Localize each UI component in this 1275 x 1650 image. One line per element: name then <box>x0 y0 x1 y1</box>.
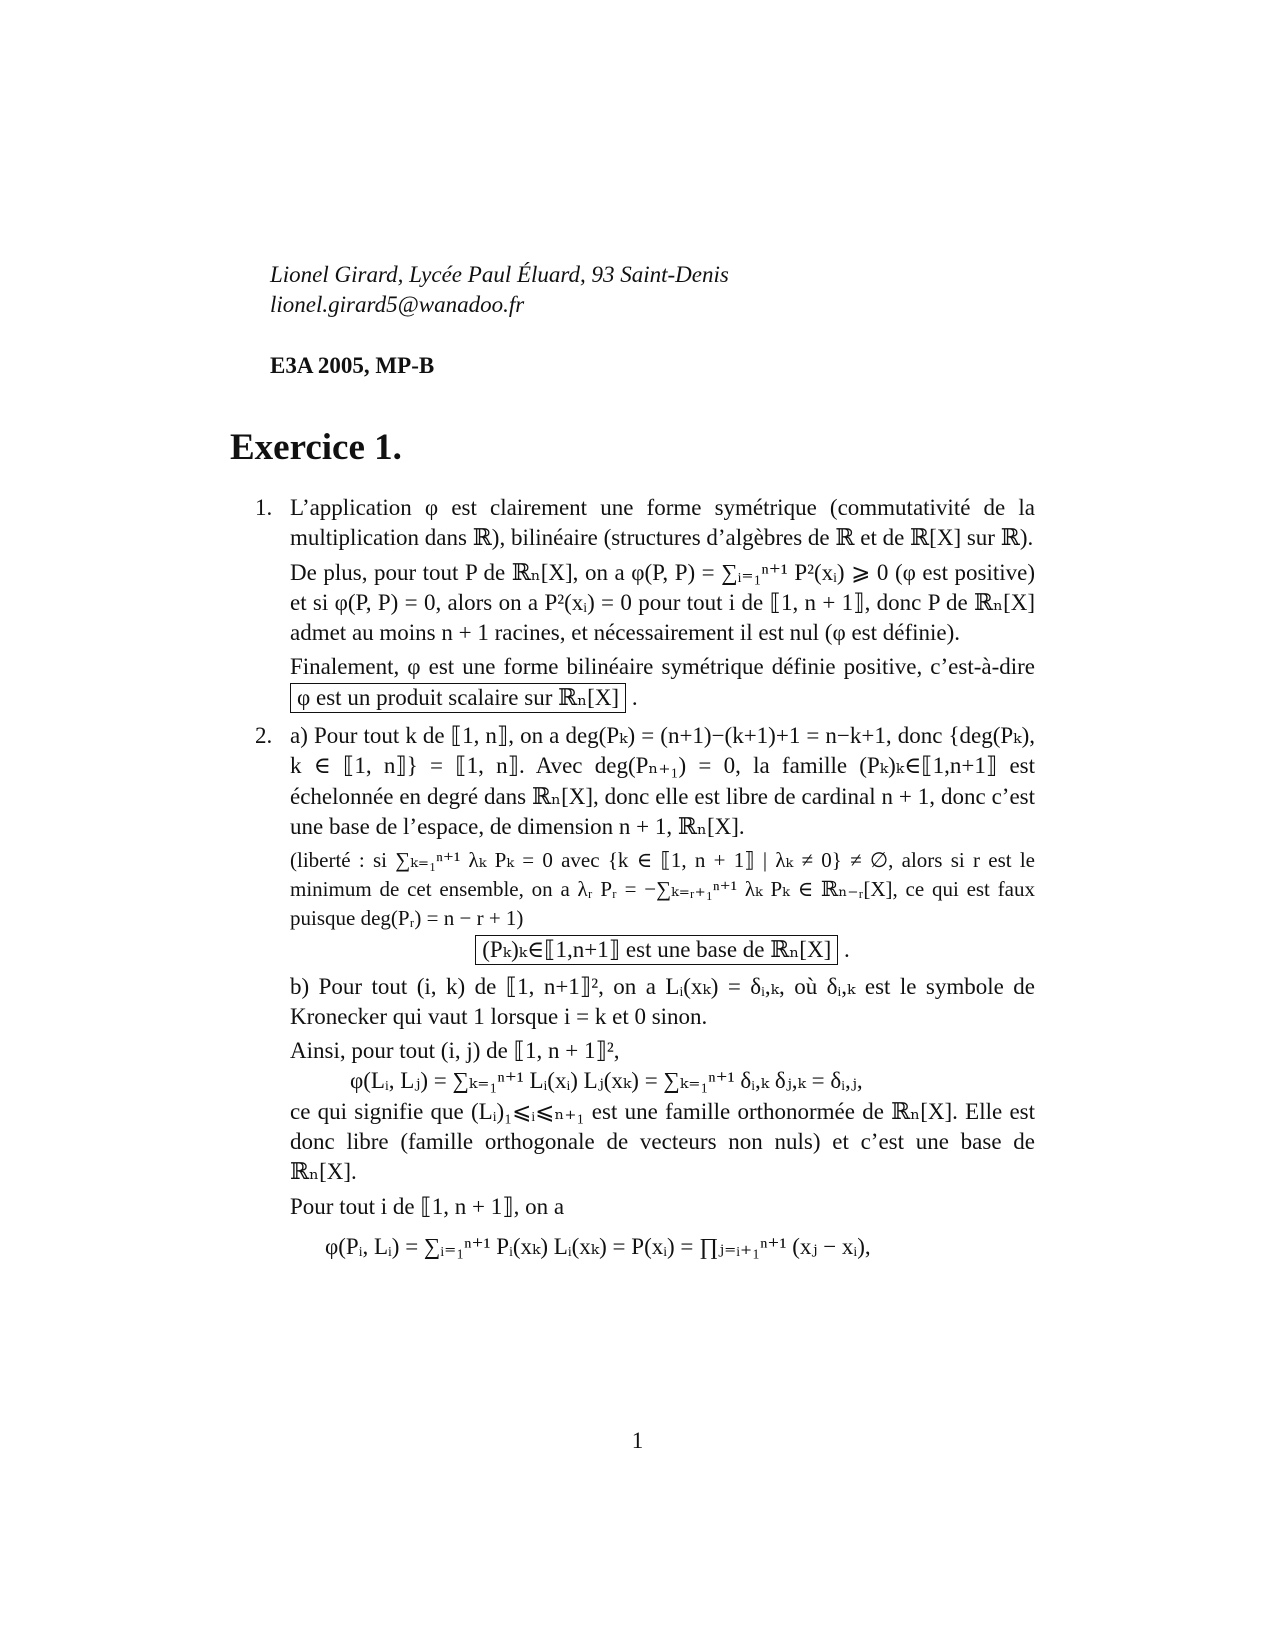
author-email: lionel.girard5@wanadoo.fr <box>270 292 525 317</box>
paragraph: ce qui signifie que (Lᵢ)₁⩽ᵢ⩽ₙ₊₁ est une famille orthonormée de ℝₙ[X]. Elle est donc libre (famille orthogonale de vecteurs non nuls) et c’est une base de ℝₙ[X]. <box>290 1098 1035 1185</box>
boxed-result-line <box>290 935 1035 965</box>
author-header <box>270 260 729 320</box>
item-number: 2. <box>255 723 273 749</box>
exam-title: E3A 2005, MP-B <box>270 353 435 378</box>
paragraph-part-a: a) Pour tout k de ⟦1, n⟧, on a deg(Pₖ) = (n+1)−(k+1)+1 = n−k+1, donc {deg(Pₖ), k ∈ ⟦1, n⟧} = ⟦1, n⟧. Avec deg(Pₙ₊₁) = 0, la famille (Pₖ)ₖ∈⟦1,n+1⟧ est échelonnée en degré dans ℝₙ[X], donc elle est libre de cardinal n + 1, donc c’est une base de l’espace, de dimension n + 1, ℝₙ[X]. <box>290 723 1035 839</box>
boxed-result: φ est un produit scalaire sur ℝₙ[X] <box>290 683 626 713</box>
author-line: Lionel Girard, Lycée Paul Éluard, 93 Saint-Denis <box>270 262 729 287</box>
paragraph: L’application φ est clairement une forme symétrique (commutativité de la multiplication dans ℝ), bilinéaire (structures d’algèbres de ℝ et de ℝ[X] sur ℝ). <box>290 495 1035 551</box>
list-item-2 <box>255 721 1035 1262</box>
conclusion-text: Finalement, φ est une forme bilinéaire symétrique définie positive, c’est-à-dire <box>290 654 1035 680</box>
list-item-1 <box>255 493 1035 713</box>
page-number: 1 <box>631 1428 644 1453</box>
paragraph-part-b: b) Pour tout (i, k) de ⟦1, n+1⟧², on a Lᵢ(xₖ) = δᵢ,ₖ, où δᵢ,ₖ est le symbole de Kronecker qui vaut 1 lorsque i = k et 0 sinon. <box>290 973 1035 1029</box>
freedom-note: (liberté : si ∑ₖ₌₁ⁿ⁺¹ λₖ Pₖ = 0 avec {k ∈ ⟦1, n + 1⟧ | λₖ ≠ 0} ≠ ∅, alors si r est le minimum de cet ensemble, on a λᵣ Pᵣ = −∑ₖ₌ᵣ₊₁ⁿ⁺¹ λₖ Pₖ ∈ ℝₙ₋ᵣ[X], ce qui est faux puisque deg(Pᵣ) = n − r + 1) <box>290 848 1035 931</box>
equation: φ(Lᵢ, Lⱼ) = ∑ₖ₌₁ⁿ⁺¹ Lᵢ(xᵢ) Lⱼ(xₖ) = ∑ₖ₌₁ⁿ⁺¹ δᵢ,ₖ δⱼ,ₖ = δᵢ,ⱼ, <box>350 1068 863 1094</box>
paragraph: Pour tout i de ⟦1, n + 1⟧, on a <box>290 1193 565 1219</box>
paragraph: De plus, pour tout P de ℝₙ[X], on a φ(P, P) = ∑ᵢ₌₁ⁿ⁺¹ P²(xᵢ) ⩾ 0 (φ est positive) et si φ(P, P) = 0, alors on a P²(xᵢ) = 0 pour tout i de ⟦1, n + 1⟧, donc P de ℝₙ[X] admet au moins n + 1 racines, et nécessairement il est nul (φ est définie). <box>290 559 1035 646</box>
boxed-result: (Pₖ)ₖ∈⟦1,n+1⟧ est une base de ℝₙ[X] <box>475 935 838 965</box>
conclusion-paragraph <box>290 652 1035 713</box>
item-number: 1. <box>255 495 273 520</box>
exercise-list <box>255 493 1035 1262</box>
exercise-title: Exercice 1. <box>230 427 402 468</box>
boxed-suffix: . <box>844 937 850 963</box>
paragraph: Ainsi, pour tout (i, j) de ⟦1, n + 1⟧², <box>290 1038 620 1064</box>
conclusion-suffix: . <box>631 684 638 710</box>
equation: φ(Pᵢ, Lᵢ) = ∑ᵢ₌₁ⁿ⁺¹ Pᵢ(xₖ) Lᵢ(xₖ) = P(xᵢ) = ∏ⱼ₌ᵢ₊₁ⁿ⁺¹ (xⱼ − xᵢ), <box>325 1233 871 1259</box>
